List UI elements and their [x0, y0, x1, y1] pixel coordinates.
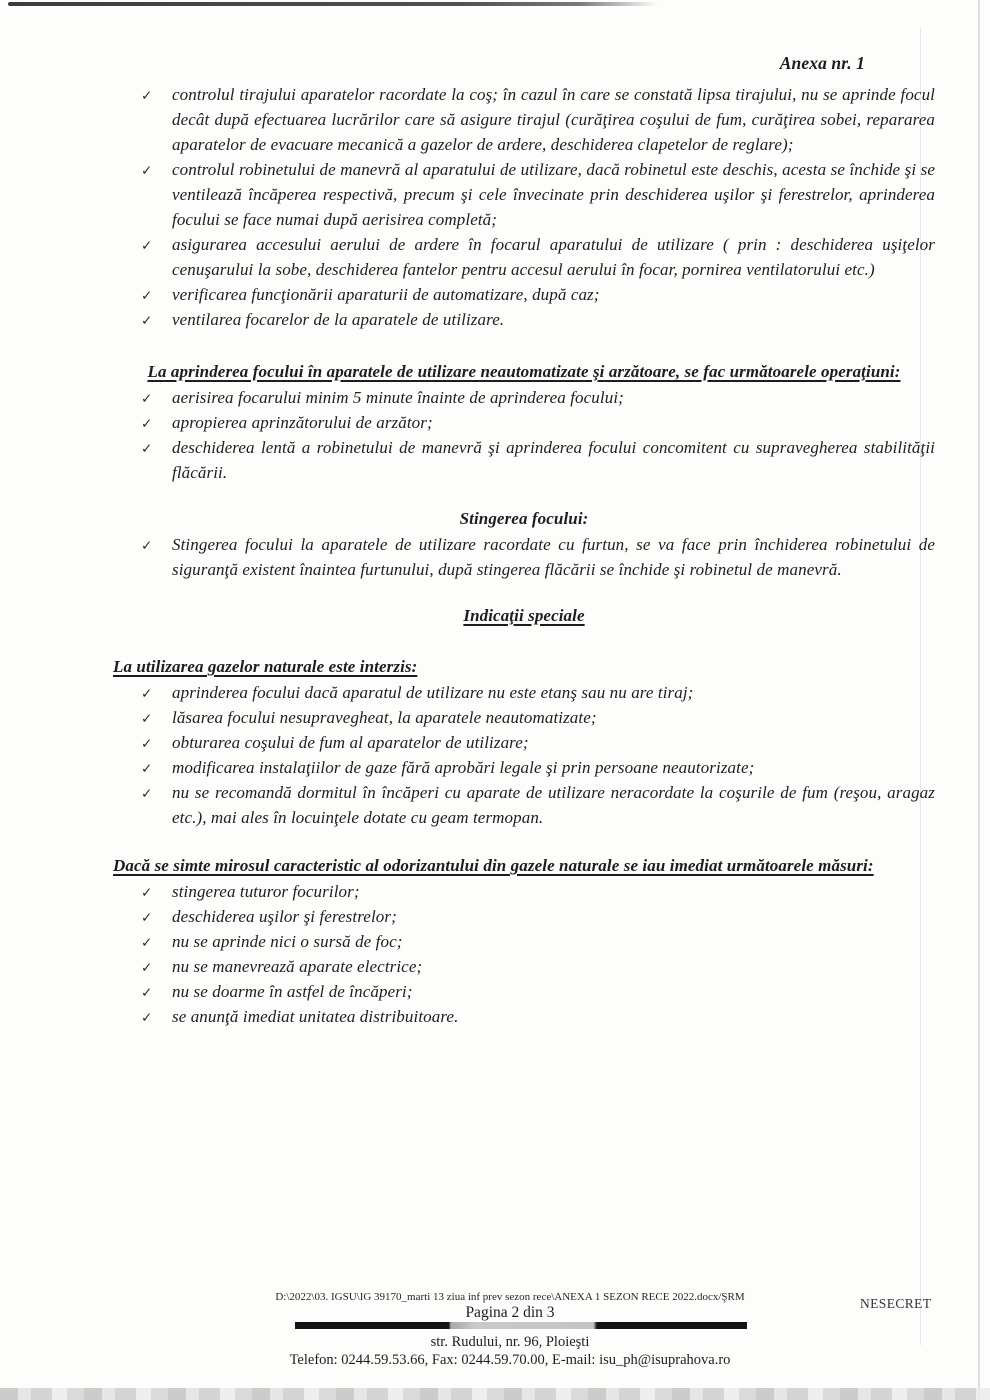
- footer-page-indicator: Pagina 2 din 3: [465, 1304, 555, 1321]
- list-item-text: nu se doarme în astfel de încăperi;: [172, 982, 413, 1001]
- heading-forbidden: La utilizarea gazelor naturale este interzis:: [113, 657, 418, 676]
- classification-label: NESECRET: [860, 1296, 932, 1311]
- list-item-text: stingerea tuturor focurilor;: [172, 882, 360, 901]
- list-item-text: aerisirea focarului minim 5 minute înainte de aprinderea focului;: [172, 388, 624, 407]
- list-item: [113, 979, 935, 1004]
- list-item: [113, 532, 935, 582]
- list-item-text: aprinderea focului dacă aparatul de utilizare nu este etanş sau nu are tiraj;: [172, 683, 694, 702]
- list-item-text: deschiderea lentă a robinetului de manevră şi aprinderea focului concomitent cu supravegherea stabilităţii flăcării.: [172, 438, 935, 482]
- list-item: [113, 232, 935, 282]
- checkmark-icon: ✓: [141, 711, 153, 726]
- list-item-text: apropierea aprinzătorului de arzător;: [172, 413, 433, 432]
- heading-special-indications: Indicaţii speciale: [463, 606, 585, 625]
- list-item-text: modificarea instalaţiilor de gaze fără aprobări legale şi prin persoane neautorizate;: [172, 758, 755, 777]
- forbidden-checklist: [113, 680, 935, 830]
- list-item-text: verificarea funcţionării aparaturii de automatizare, după caz;: [172, 285, 600, 304]
- list-item-text: nu se manevrează aparate electrice;: [172, 957, 423, 976]
- list-item: [113, 780, 935, 830]
- checkmark-icon: ✓: [141, 238, 153, 253]
- list-item-text: deschiderea uşilor şi ferestrelor;: [172, 907, 397, 926]
- checkmark-icon: ✓: [141, 736, 153, 751]
- extinguish-checklist: [113, 532, 935, 582]
- list-item-text: Stingerea focului la aparatele de utilizare racordate cu furtun, se va face prin închiderea robinetului de siguranţă existent înaintea furtunului, după stingerea flăcării se închide şi robinetul de manevră.: [172, 535, 935, 579]
- list-item-text: ventilarea focarelor de la aparatele de utilizare.: [172, 310, 505, 329]
- checkmark-icon: ✓: [141, 163, 153, 178]
- checkmark-icon: ✓: [141, 686, 153, 701]
- checkmark-icon: ✓: [141, 538, 153, 553]
- odor-checklist: [113, 879, 935, 1029]
- checkmark-icon: ✓: [141, 885, 153, 900]
- checkmark-icon: ✓: [141, 1010, 153, 1025]
- checkmark-icon: ✓: [141, 761, 153, 776]
- list-item: [113, 1004, 935, 1029]
- checkmark-icon: ✓: [141, 985, 153, 1000]
- list-item: [113, 307, 935, 332]
- list-item: [113, 435, 935, 485]
- list-item: [113, 730, 935, 755]
- list-item-text: controlul tirajului aparatelor racordate la coş; în cazul în care se constată lipsa tirajului, nu se aprinde focul decât după efectuarea lucrărilor care să asigure tirajul (curăţirea coşului de fum, curăţirea sobei, repararea aparatelor de evacuare mecanică a gazelor de ardere, deschiderea clapetelor de reglare);: [172, 85, 935, 154]
- list-item: [113, 705, 935, 730]
- heading-extinguishing: Stingerea focului:: [459, 509, 589, 528]
- intro-checklist: [113, 82, 935, 332]
- heading-odor-measures: Dacă se simte mirosul caracteristic al odorizantului din gazele naturale se iau imediat următoarele măsuri:: [113, 856, 874, 875]
- list-item: [113, 385, 935, 410]
- checkmark-icon: ✓: [141, 786, 153, 801]
- list-item-text: lăsarea focului nesupravegheat, la aparatele neautomatizate;: [172, 708, 597, 727]
- scan-artifact-bottom-band: [0, 1388, 990, 1400]
- list-item-text: se anunţă imediat unitatea distribuitoare.: [172, 1007, 459, 1026]
- list-item: [113, 157, 935, 232]
- list-item: [113, 755, 935, 780]
- list-item: [113, 282, 935, 307]
- checkmark-icon: ✓: [141, 910, 153, 925]
- checkmark-icon: ✓: [141, 391, 153, 406]
- list-item-text: obturarea coşului de fum al aparatelor de utilizare;: [172, 733, 529, 752]
- checkmark-icon: ✓: [141, 960, 153, 975]
- checkmark-icon: ✓: [141, 313, 153, 328]
- list-item: [113, 82, 935, 157]
- list-item: [113, 410, 935, 435]
- checkmark-icon: ✓: [141, 416, 153, 431]
- footer-address: str. Rudului, nr. 96, Ploieşti: [430, 1334, 590, 1350]
- checkmark-icon: ✓: [141, 88, 153, 103]
- list-item: [113, 904, 935, 929]
- list-item: [113, 954, 935, 979]
- footer-divider-rule: [295, 1322, 747, 1329]
- list-item: [113, 929, 935, 954]
- lighting-checklist: [113, 385, 935, 485]
- heading-lighting-procedure: La aprinderea focului în aparatele de utilizare neautomatizate şi arzătoare, se fac următoarele operaţiuni:: [147, 362, 901, 381]
- annex-label: Anexa nr. 1: [779, 53, 865, 73]
- list-item: [113, 680, 935, 705]
- checkmark-icon: ✓: [141, 441, 153, 456]
- checkmark-icon: ✓: [141, 935, 153, 950]
- list-item-text: asigurarea accesului aerului de ardere în focarul aparatului de utilizare ( prin : deschiderea uşiţelor cenuşarului la sobe, deschiderea fantelor pentru accesul aerului în focar, pornirea ventilatorului etc.): [172, 235, 935, 279]
- footer-file-path: D:\2022\03. IGSU\IG 39170_marti 13 ziua inf prev sezon rece\ANEXA 1 SEZON RECE 2022.docx/ŞRM: [275, 1291, 745, 1303]
- list-item-text: controlul robinetului de manevră al aparatului de utilizare, dacă robinetul este deschis, acesta se închide şi se ventilează încăperea respectivă, precum şi cele învecinate prin deschiderea uşilor şi ferestrelor, aprinderea focului se face numai după aerisirea completă;: [172, 160, 935, 229]
- list-item-text: nu se recomandă dormitul în încăperi cu aparate de utilizare neracordate la coşurile de fum (reşou, aragaz etc.), mai ales în locuinţele dotate cu geam termopan.: [172, 783, 935, 827]
- footer-contact: Telefon: 0244.59.53.66, Fax: 0244.59.70.00, E-mail: isu_ph@isuprahova.ro: [289, 1352, 731, 1368]
- list-item: [113, 879, 935, 904]
- list-item-text: nu se aprinde nici o sursă de foc;: [172, 932, 403, 951]
- checkmark-icon: ✓: [141, 288, 153, 303]
